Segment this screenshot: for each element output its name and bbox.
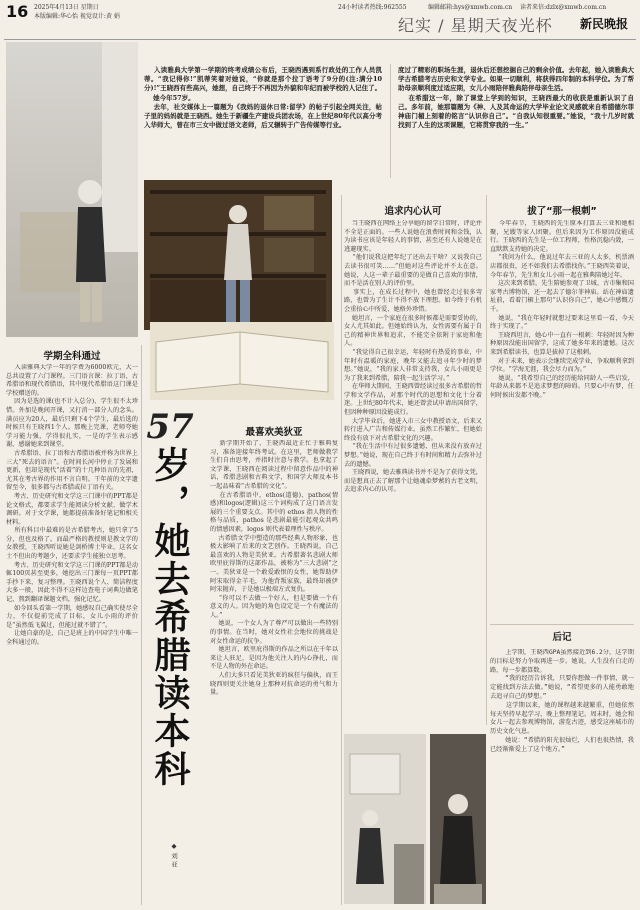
section-heading: 拔了“那一根刺” bbox=[527, 206, 597, 217]
lead-paragraph-left: 入读雅典大学第一学期的终考成绩公布后，王晓西遇到系行政处的工作人员凯蒂。“我记得你!”凯蒂笑着对她说，“你就是那个拉丁语考了9分的(注:满分10分)!”王晓西有些高兴，她想，自己终于不再因为外貌和年纪而被学校的人记住了。 她今年57岁。 去年，社交媒体上一篇题为《我妈的退休日常:留学》的帖子引起全网关注，帖子里的妈妈就是王晓西。她生于新疆生产建设兵团农场，在上世纪80年代以高分考入华师大，曾在市三女中做过语文老师，后又辗转于广告传媒等行业。 bbox=[144, 66, 382, 130]
photo-bookshelf-library bbox=[144, 180, 332, 330]
lead-paragraph-right: 度过了精彩的职场生涯，退休后还想挖掘自己的剩余价值。去年起，她入读雅典大学古希腊考古历史和文学专业。如果一切顺利，将获得四年制的本科学位。为了帮助母亲顺利度过适应期，女儿小雨陪伴雅典陪伴母亲生活。 在希腊这一年，除了课堂上学到的知识，王晓西最大的收获是重新认识了自己。多年前，她那篇题为《神、人及其命运的大学毕业论文灵感就来自希腊德尔菲神庙门楣上刻着的铭言“认识你自己”。“自我认知很重要。”她说，“我十几岁时就找到了人生的这项课题，它将贯穿我的一生。” bbox=[398, 66, 634, 130]
section-body: 入读雅典大学一年的学费为6000欧元，大一总共设置了六门课程。三门语言课：拉丁语、古希腊语和现代希腊语，其中现代希腊语这门课是学校赠送的。 因为是选的课(也不计入总分)，学生很不太珍惜。外加是晚间开课，又打消一部分人的念头。满员应为20人，最后只剩下4个学生，最后选的时候只有王晓西1个人。那晚上完课，老师夸她学习能力强，学得很扎实，一是的学生表示感谢，感谢她来到课堂。 古希腊语、拉丁语和古希腊语被并称为世界上三大“死去的语言”。在时间长河中停止了发展和更新，但却是现代“活着”的十几种语言的先祖，尤其在考古界的作用不言自明。干年前的文字遗留至今，很多都与古希腊或拉丁语有关。 考古、历史研究和文学这三门课中的PPT都是论文格式，都要求学生能阅读分析文献、做学术调研。对于文学课，她都提前准备好笔记和相关材料。 所有科目中最难的是古希腊考古，她只拿了5分，但也及格了。而最严格的教授则是教文学的女教授，王晓西听说她是剑桥博士毕业，这名女士不但出的考题少，还要求学生能独立思考。 考古、历史研究和文学这三门课的PPT都是动辄100页甚至更多，她挖出三门课每一页PPT都手抄下来，复习整理。王晓西说个人、简洁程度大多一般，因此不得不这样边查电子词典边做笔记，熬到翻译课题文档，强化记忆。 如今回头看第一学期，她感叹自己确实使尽全力，不仅提前完成了目标，女儿小雨的评价是“虽然低飞翼过，但能过就不错了”。 让她自豪的是，自己是班上的中国学生中唯一全科通过的。 bbox=[6, 364, 138, 646]
section-heading: 学期全科通过 bbox=[43, 351, 101, 362]
section-title: 纪实 / 星期天夜光杯 bbox=[398, 16, 553, 35]
headline bbox=[144, 408, 196, 858]
section-body: 新学期开始了，王晓西最近正忙于雅典复习，准备迎接年终考试。在这里，老师做教学生们自由思考，并指时注意与教学。也拿起了文学课，王晓西在阅读过程中留意作品中的神话，希腊悲剧和古典文学，和国学大师及本书一起品味着“古希腊的文化”。 在古希腊语中，ethos(道德)、pathos(情感)和logos(逻辑)这三个词构成了这门语言发展的三个重要支点。其中的 ethos 指人物的性格与品质，pathos 是悲剧最能引起观众共鸣的情感因素，logos 则代表着理性与秩序。 古希腊文学中塑造的那些经典人物形象，也极大影响了后来的文艺创作。王晓西说，自己最喜欢的人物是美狄亚。古希腊著名悲剧大师欧里庇得斯的这部作品，被称为“三大悲剧”之一。美狄亚是一个敢爱敢恨的女性，她帮助伊阿宋取得金羊毛，为他背叛家族，最终却被伊阿宋抛弃，于是她以极端方式复仇。 “你可以不去做一个好人，但是要做一个有意义的人。因为她的角色设定是一个有魔法的人。” 她说，一个女人为了尊严可以做出一些特别的事情。在当时，她对女性社会地位的挑战是对女性命运的抗争。 她坦言，欧里庇得斯的作品之所以在千年以来让人驻足，是因为他关注人的内心挣扎，而不是人物的外在命运。 人们大多只看见美狄亚的疯狂与偏执，而王晓西则更关注她身上那种对抗命运的勇气和力量。 bbox=[210, 440, 338, 697]
photo-woman-studying bbox=[430, 734, 486, 904]
afterword-heading: 后记 bbox=[552, 632, 572, 643]
photo-open-book bbox=[150, 322, 334, 400]
reader-email: 读者来信:dzlx@xmwb.com.cn bbox=[520, 4, 607, 11]
reader-hotline: 24小时读者热线:962555 bbox=[338, 4, 407, 11]
editor-email: 编辑邮箱:hys@xmwb.com.cn bbox=[428, 4, 513, 11]
photo-classroom-lecture bbox=[344, 734, 426, 904]
editor-credits: 本版编辑:华心怡 视觉设计:黄 娟 bbox=[34, 13, 120, 20]
page-number: 16 bbox=[6, 2, 29, 21]
page-header bbox=[0, 0, 640, 40]
section-body: 今年春节，王晓西的先生原本打算去三亚和她相聚，兄嫂等家人团聚。但后来因为工作原因没能成行。王晓西的先生是一位工程师，性格沉稳内敛，一直默默支持她的决定。 “我问为什么，他说过年去三亚的人太多，机票酒店都很贵，还不如我们去希腊找你。”王晓西笑着说，今年春节，先生和女儿小雨一起在雅典陪她过年。 这次来到希腊，先生陪她参观了卫城、古市集和国家考古博物馆，还一起去了德尔菲神庙。站在神庙遗址前，看着门楣上那句“认识你自己”，她心中感慨万千。 她说，“我在年轻时就想过要来这里看一看，今天终于实现了。” 王晓西坦言，她心中一直有一根刺：年轻时因为种种原因没能出国留学，这成了她多年来的遗憾。这次来到希腊读书，也算是拔掉了这根刺。 对于未来，她表示会继续完成学业，争取顺利拿到学位。“学海无涯，我会尽力而为。” 她说，“我希望自己的经历能给同龄人一些启发，年龄从来都不是追求梦想的障碍。只要心中有梦，任何时候出发都不晚。” bbox=[490, 220, 634, 399]
section-body: 当王晓西在网络上分享她的留学日常时，评论并不全是正面的。一些人说她在浪费时间和金钱，认为读书应该是年轻人的事情，甚至还有人说她是在逃避现实。 “他们说我这把年纪了还出去干啥？又说我自己去读书很可笑……”但她对这些评论并不太在意。她说，人这一辈子最重要的是做自己喜欢的事情，而不是活在别人的评价里。 事实上，在成长过程中，她也曾经走过很多弯路，也曾为了生计不得不放下理想。如今终于有机会重拾心中所爱，她格外珍惜。 她坦言，一个家庭在很多时候都是需要妥协的，女人尤其如此。但她始终认为，女性需要有属于自己的精神世界和追求，不能完全依附于家庭和他人。 “我觉得自己很幸运，年轻时有热爱的事业，中年时有温暖的家庭，晚年又能去追寻年少时的梦想。”她说，“我的家人非常支持我，女儿小雨更是为了我来到希腊，陪我一起生活学习。” 在华师大期间，王晓西曾经读过很多古希腊的哲学和文学作品，对那个时代的思想和文化十分着迷。上世纪80年代末，她还曾尝试申请出国留学，但因种种原因没能成行。 大学毕业后，她进入市三女中教授语文，后来又转行进入广告和传媒行业。虽然工作繁忙，但她始终没有放下对古希腊文化的兴趣。 “我在生活中有过很多遗憾，但从来没有放弃过梦想。”她说，现在自己终于有时间和精力去弥补过去的遗憾。 王晓西说，她去雅典读书并不是为了获得文凭，而是想真正去了解那个让她魂牵梦萦的古老文明，去追求内心的认可。 bbox=[344, 220, 482, 494]
afterword-box bbox=[490, 624, 634, 906]
section-heading: 最喜欢美狄亚 bbox=[245, 427, 303, 438]
headline-number: 57 bbox=[146, 407, 194, 447]
afterword-body: 上学期，王晓西GPA虽然接近到6.2分，这学期的目标是努力争取再进一步。她说，人生没有白走的路，每一步都算数。 “我的经历告诉我，只要你想做一件事情，就一定能找到方法去做。”她说，“希望更多的人能勇敢地去追寻自己的梦想。” 这学期以来，她的课程越来越繁重，但她依然每天坚持早起学习，晚上整理笔记。周末时，她会和女儿一起去参观博物馆，游览古迹，感受这座城市的历史文化气息。 她说：“希腊的阳光很灿烂，人们也很热情，我已经渐渐爱上了这个地方。” bbox=[490, 649, 634, 753]
paper-logo: 新民晚报 bbox=[580, 17, 629, 31]
section-heading: 追求内心认可 bbox=[384, 206, 442, 217]
issue-date: 2025年4月13日 星期日 bbox=[34, 4, 99, 11]
byline: ◆ 刘 亚 bbox=[170, 842, 178, 868]
headline-text: 岁，她去希腊读本科 bbox=[149, 446, 191, 788]
photo-woman-portrait bbox=[6, 42, 138, 337]
